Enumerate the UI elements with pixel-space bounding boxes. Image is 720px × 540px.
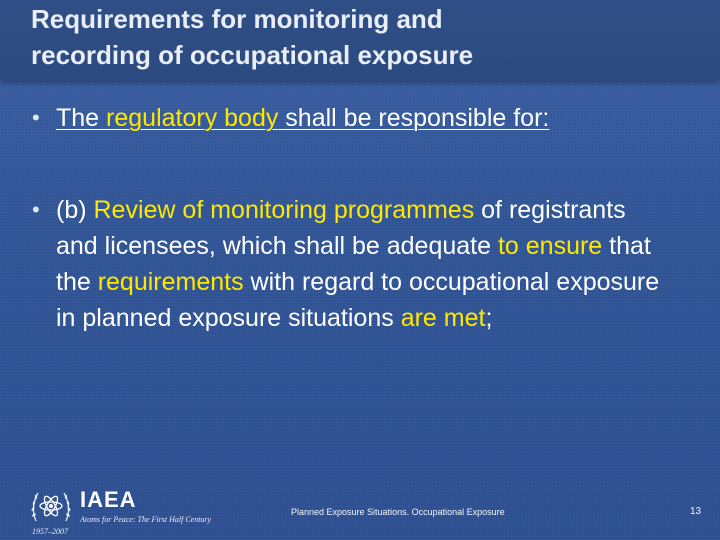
bullet-text-segment: shall be responsible for:: [278, 104, 550, 132]
bullet-text-segment: of registrants and licensees, which shall be adequate: [56, 196, 626, 260]
logo-text: IAEA: [80, 487, 137, 512]
highlighted-text: Review of monitoring programmes: [93, 196, 475, 224]
bullet-text-segment: ;: [485, 304, 493, 332]
logo-tagline: Atoms for Peace: The First Half Century: [80, 515, 212, 524]
slide-title-line-1: Requirements for monitoring and: [31, 4, 443, 34]
page-number: 13: [690, 506, 702, 517]
bullet-text-segment: The: [56, 104, 107, 132]
iaea-atom-olive-wreath-icon: [28, 485, 74, 525]
footer-text: Planned Exposure Situations. Occupational Exposure: [291, 507, 505, 517]
highlighted-text: regulatory body: [106, 104, 279, 132]
bullet-text: [56, 100, 549, 136]
slide-title-line-2: recording of occupational exposure: [31, 40, 474, 70]
highlighted-text: to ensure: [497, 232, 603, 260]
bullet-text-segment: with regard to occupational exposure in planned exposure situations: [56, 268, 660, 332]
highlighted-text: are met: [400, 304, 486, 332]
slide-title: [31, 1, 691, 73]
title-band: [0, 0, 720, 80]
bullet-marker: •: [32, 105, 40, 130]
bullet-text: [56, 192, 666, 336]
logo-years: 1957–2007: [32, 527, 68, 536]
bullet-marker: •: [32, 197, 40, 222]
bullet-text-segment: (b): [56, 196, 94, 224]
bullet-text-segment: that the: [56, 232, 651, 296]
iaea-logo: [28, 485, 228, 537]
highlighted-text: requirements: [97, 268, 244, 296]
